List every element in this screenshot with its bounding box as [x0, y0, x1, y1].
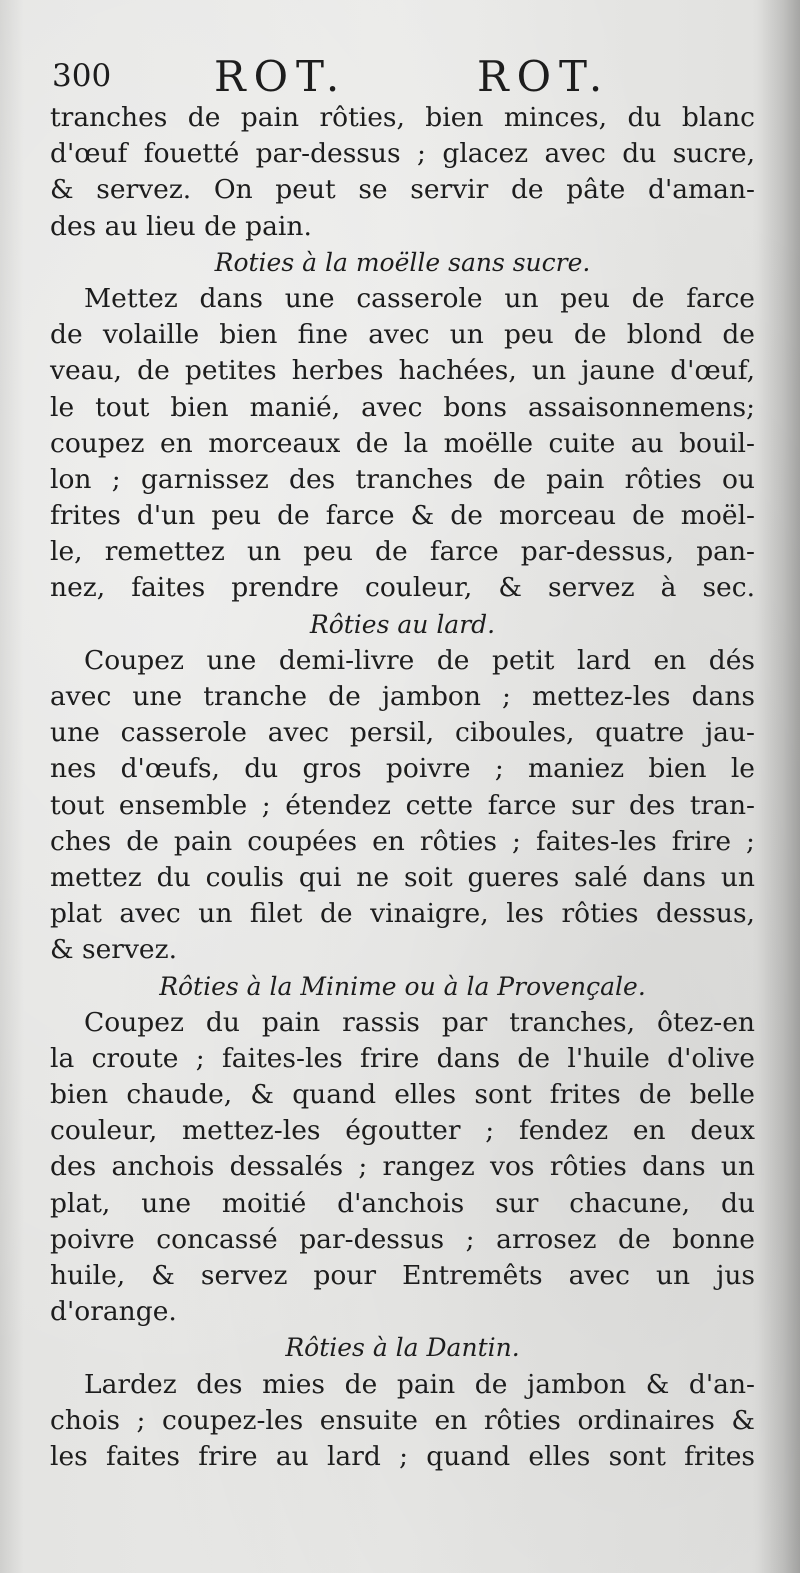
- text-line: le tout bien manié, avec bons assaisonnemens;: [50, 391, 755, 423]
- text-line: bien chaude, & quand elles sont frites de belle: [50, 1079, 755, 1111]
- text-line: des au lieu de pain.: [50, 210, 312, 242]
- recipe-heading: Rôties à la Minime ou à la Provençale.: [159, 971, 646, 1001]
- text-line: poivre concassé par-dessus ; arrosez de bonne: [50, 1223, 755, 1255]
- recipe-heading: Rôties au lard.: [309, 609, 496, 639]
- text-line: mettez du coulis qui ne soit gueres salé dans un: [50, 861, 755, 893]
- text-line: d'orange.: [50, 1296, 177, 1328]
- text-line: Coupez du pain rassis par tranches, ôtez-en: [84, 1006, 755, 1038]
- text-line: lon ; garnissez des tranches de pain rôties ou: [50, 463, 755, 495]
- text-line: la croute ; faites-les frire dans de l'huile d'olive: [50, 1042, 755, 1074]
- text-line: coupez en morceaux de la moëlle cuite au bouil-: [50, 427, 755, 459]
- text-line: & servez. On peut se servir de pâte d'aman-: [50, 174, 755, 206]
- text-line: le, remettez un peu de farce par-dessus, pan-: [50, 536, 755, 568]
- running-head-left: ROT.: [214, 52, 348, 101]
- text-line: Lardez des mies de pain de jambon & d'an-: [84, 1368, 755, 1400]
- text-line: couleur, mettez-les égoutter ; fendez en deux: [50, 1115, 755, 1147]
- page-number: 300: [52, 58, 112, 94]
- text-line: les faites frire au lard ; quand elles sont frites: [50, 1440, 755, 1472]
- text-line: Coupez une demi-livre de petit lard en dés: [84, 644, 755, 676]
- text-line: de volaille bien fine avec un peu de blond de: [50, 319, 755, 351]
- text-line: ches de pain coupées en rôties ; faites-les frire ;: [50, 825, 755, 857]
- text-line: plat, une moitié d'anchois sur chacune, du: [50, 1187, 755, 1219]
- text-line: frites d'un peu de farce & de morceau de moël-: [50, 500, 755, 532]
- text-line: huile, & servez pour Entremêts avec un jus: [50, 1260, 755, 1291]
- text-line: d'œuf fouetté par-dessus ; glacez avec du sucre,: [50, 138, 755, 170]
- page-body-text: [50, 100, 755, 1475]
- text-line: des anchois dessalés ; rangez vos rôties dans un: [50, 1151, 755, 1183]
- text-line: plat avec un filet de vinaigre, les rôties dessus,: [50, 898, 755, 930]
- recipe-heading: Roties à la moëlle sans sucre.: [214, 247, 591, 277]
- running-head-right: ROT.: [477, 52, 611, 101]
- text-line: tranches de pain rôties, bien minces, du blanc: [50, 102, 755, 133]
- text-line: tout ensemble ; étendez cette farce sur des tran-: [50, 789, 755, 821]
- text-line: nez, faites prendre couleur, & servez à sec.: [50, 572, 755, 604]
- text-line: Mettez dans une casserole un peu de farce: [84, 282, 755, 314]
- text-line: avec une tranche de jambon ; mettez-les dans: [50, 681, 755, 712]
- text-line: veau, de petites herbes hachées, un jaune d'œuf,: [50, 355, 755, 387]
- text-line: nes d'œufs, du gros poivre ; maniez bien le: [50, 753, 755, 785]
- page-edge-shadow: [758, 0, 800, 1573]
- text-line: une casserole avec persil, ciboules, quatre jau-: [50, 717, 755, 749]
- page-header: [52, 48, 752, 101]
- recipe-heading: Rôties à la Dantin.: [285, 1333, 520, 1363]
- text-line: chois ; coupez-les ensuite en rôties ordinaires &: [50, 1404, 755, 1436]
- text-line: & servez.: [50, 934, 178, 966]
